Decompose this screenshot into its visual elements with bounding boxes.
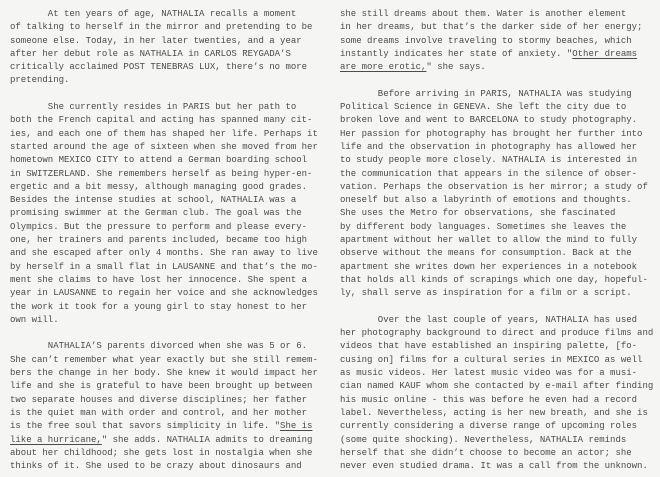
paragraph: [340, 314, 658, 474]
text-line: currently considering a diverse range of upcoming roles: [340, 421, 638, 432]
paragraph: [340, 88, 658, 301]
text-line: never even studied drama. It was a call from the unknown.: [340, 461, 648, 472]
paragraph: [340, 8, 658, 74]
text-line: ment she claims to have lost her innocence. She spent a: [10, 274, 308, 285]
text-line: She can’t remember what year exactly but she still remem-: [10, 354, 318, 365]
text-line: by herself in a small flat in LAUSANNE and that’s the mo-: [10, 261, 318, 272]
text-line: ergetic and a bit messy, although managing good grades.: [10, 181, 308, 192]
text-line: as music videos. Her latest music video was for a musi-: [340, 368, 638, 379]
text-line: pretending.: [10, 75, 70, 86]
text-line: apartment without her wallet to allow the mind to fully: [340, 235, 638, 246]
text-line: own will.: [10, 314, 59, 325]
paragraph: [10, 101, 325, 327]
text-line: that holds all kinds of scrapings which one day, hopeful-: [340, 274, 648, 285]
text-line: Olympics. But the pressure to perform and please every-: [10, 221, 308, 232]
text-line: ly, shall serve as inspiration for a film or a script.: [340, 288, 632, 299]
text-line: his music online - this was before he even had a record: [340, 394, 638, 405]
text-line: thinks of it. She used to be crazy about dinosaurs and: [10, 461, 302, 472]
text-line: in SWITZERLAND. She remembers herself as being hyper-en-: [10, 168, 313, 179]
text-line: to study people more closely. NATHALIA is interested in: [340, 155, 638, 166]
text-line: herself that she didn’t choose to become an actor; she: [340, 447, 632, 458]
text-line: about her childhood; she gets lost in nostalgia when she: [10, 447, 313, 458]
text-line: vation. Perhaps the observation is her mirror; a study of: [340, 181, 648, 192]
paragraph: [10, 8, 325, 88]
text-line: the communication that appears in the silence of obser-: [340, 168, 638, 179]
text-line: NATHALIA’S parents divorced when she was 5 or 6.: [10, 341, 308, 352]
text-line: label. Nevertheless, acting is her new breath, and she is: [340, 407, 648, 418]
text-line: observe without the means for consumption. Back at the: [340, 248, 632, 259]
text-line: videos that have established an inspiring palette, [fo-: [340, 341, 638, 352]
text-column-right: [340, 8, 658, 477]
text-line: life and she is grateful to have been brought up between: [10, 381, 313, 392]
text-line: cusing on] films for a cultural series in MEXICO as well: [340, 354, 643, 365]
text-line: She uses the Metro for observations, she fascinated: [340, 208, 616, 219]
text-line: and she escaped after only 4 months. She ran away to live: [10, 248, 318, 259]
text-line: hometown MEXICO CITY to attend a German boarding school: [10, 155, 308, 166]
text-line: Before arriving in PARIS, NATHALIA was studying: [340, 88, 632, 99]
text-line: she still dreams about them. Water is another element: [340, 9, 627, 19]
text-line: the work it took for a young girl to stay honest to her: [10, 301, 308, 312]
text-line: her photography background to direct and produce films and: [340, 328, 654, 339]
text-line: is the quiet man with order and control, and her mother: [10, 407, 308, 418]
text-line: instantly indicates her state of anxiety. "Other dreams: [340, 48, 638, 59]
text-line: oneself but also a labyrinth of emotions and thoughts.: [340, 195, 632, 206]
text-line: ies, and each one of them has shaped her life. Perhaps it: [10, 128, 318, 139]
text-line: started around the age of sixteen when she moved from her: [10, 141, 318, 152]
text-line: Besides the intense studies at school, NATHALIA was a: [10, 195, 297, 206]
text-line: At ten years of age, NATHALIA recalls a moment: [10, 9, 297, 19]
text-column-left: [10, 8, 325, 477]
text-line: Over the last couple of years, NATHALIA has used: [340, 314, 638, 325]
text-line: like a hurricane," she adds. NATHALIA admits to dreaming: [10, 434, 313, 445]
text-line: of talking to herself in the mirror and pretending to be: [10, 22, 313, 33]
text-line: She currently resides in PARIS but her path to: [10, 102, 297, 113]
text-line: in her dreams, but that’s the darker side of her energy;: [340, 22, 643, 33]
text-line: some dreams involve traveling to stormy beaches, which: [340, 35, 632, 46]
text-line: Political Science in GENEVA. She left the city due to: [340, 102, 627, 113]
text-line: one, her trainers and parents included, became too high: [10, 235, 308, 246]
text-line: Her passion for photography has brought her further into: [340, 128, 643, 139]
text-line: are more erotic," she says.: [340, 62, 486, 73]
paragraph: [10, 340, 325, 473]
text-line: two separate houses and diverse disciplines; her father: [10, 394, 308, 405]
text-line: by different body languages. Sometimes she leaves the: [340, 221, 627, 232]
text-line: both the French capital and acting has spanned many cit-: [10, 115, 313, 126]
text-line: apartment she writes down her experiences in a notebook: [340, 261, 638, 272]
text-line: cian named KAUF whom she contacted by e-mail after finding: [340, 381, 654, 392]
text-line: life and the observation in photography has allowed her: [340, 141, 638, 152]
text-line: promising swimmer at the German club. The goal was the: [10, 208, 302, 219]
text-line: year in LAUSANNE to regain her voice and she acknowledges: [10, 288, 318, 299]
text-line: someone else. Today, in her later twenties, and a year: [10, 35, 302, 46]
text-line: critically acclaimed POST TENEBRAS LUX, there’s no more: [10, 62, 308, 73]
text-line: (some quite shocking). Nevertheless, NATHALIA reminds: [340, 434, 627, 445]
text-line: is the free soul that savors simplicity in life. "She is: [10, 421, 313, 432]
text-line: bers the change in her body. She knew it would impact her: [10, 368, 318, 379]
text-line: broken love and went to BARCELONA to study photography.: [340, 115, 638, 126]
text-line: after her debut role as NATHALIA in CARLOS REYGADA’S: [10, 48, 291, 59]
